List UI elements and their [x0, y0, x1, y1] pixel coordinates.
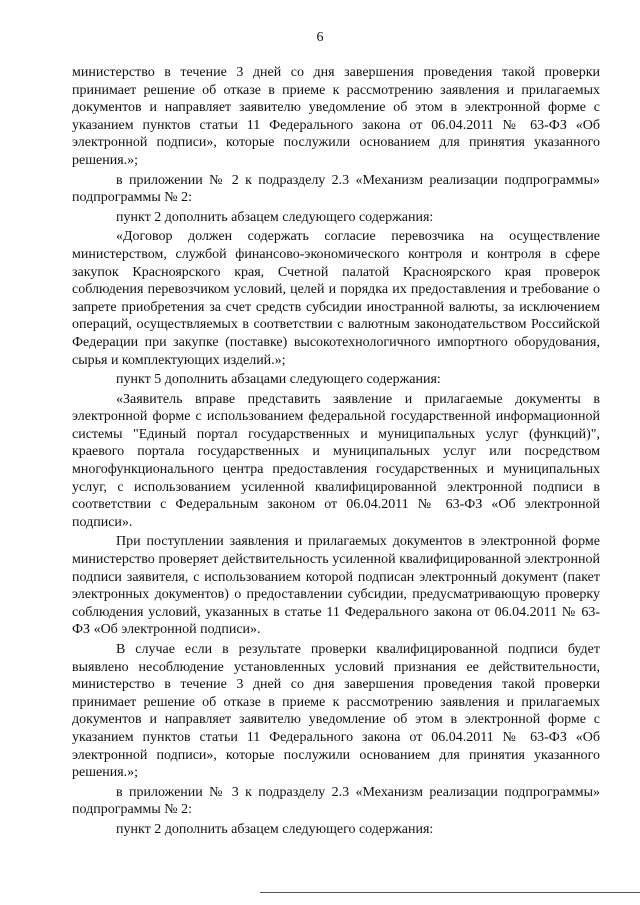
document-body	[72, 64, 600, 841]
paragraph: пункт 2 дополнить абзацем следующего содержания:	[116, 209, 434, 225]
paragraph: В случае если в результате проверки квалифицированной подписи будет выявлено несоблюдение установленных условий признания ее действительности, министерство в течение 3 дней со дня завершения проведения такой проверки принимает решение об отказе в приеме к рассмотрению заявления и прилагаемых документов и направляет заявителю уведомление об этом в электронной форме с указанием пунктов статьи 11 Федерального закона от 06.04.2011 № 63-ФЗ «Об электронной подписи», которые послужили основанием для принятия указанного решения.»;	[72, 642, 600, 781]
paragraph: пункт 5 дополнить абзацами следующего содержания:	[116, 372, 441, 388]
paragraph: «Договор должен содержать согласие перевозчика на осуществление министерством, службой финансово-экономического контроля и контроля в сфере закупок Красноярского края, Счетной палатой Красноярского края проверок соблюдения перевозчиком условий, целей и порядка их предоставления и требование о запрете приобретения за счет средств субсидии иностранной валюты, за исключением операций, осуществляемых в соответствии с валютным законодательством Российской Федерации при закупке (поставке) высокотехнологичного импортного оборудования, сырья и комплектующих изделий.»;	[72, 229, 600, 368]
paragraph: министерство в течение 3 дней со дня завершения проведения такой проверки принимает решение об отказе в приеме к рассмотрению заявления и прилагаемых документов и направляет заявителю уведомление об этом в электронной форме с указанием пунктов статьи 11 Федерального закона от 06.04.2011 № 63-ФЗ «Об электронной подписи», которые послужили основанием для принятия указанного решения.»;	[72, 65, 600, 168]
paragraph: в приложении № 3 к подразделу 2.3 «Механизм реализации подпрограммы» подпрограммы № 2:	[72, 784, 600, 818]
scan-edge-line	[260, 892, 640, 893]
paragraph: в приложении № 2 к подразделу 2.3 «Механизм реализации подпрограммы» подпрограммы № 2:	[72, 172, 600, 206]
page-number: 6	[316, 30, 324, 45]
paragraph: «Заявитель вправе представить заявление и прилагаемые документы в электронной форме с использованием федеральной государственной информационной системы "Единый портал государственных и муниципальных услуг (функций)", краевого портала государственных и муниципальных услуг или посредством многофункционального центра предоставления государственных и муниципальных услуг, с использованием усиленной квалифицированной электронной подписи в соответствии с Федеральным законом от 06.04.2011 № 63-ФЗ «Об электронной подписи».	[72, 391, 600, 530]
paragraph: При поступлении заявления и прилагаемых документов в электронной форме министерство проверяет действительность усиленной квалифицированной электронной подписи заявителя, с использованием которой подписан электронный документ (пакет электронных документов) о предоставлении субсидии, предусматривающую проверку соблюдения условий, указанных в статье 11 Федерального закона от 06.04.2011 № 63-ФЗ «Об электронной подписи».	[72, 534, 600, 638]
paragraph: пункт 2 дополнить абзацем следующего содержания:	[116, 821, 434, 837]
